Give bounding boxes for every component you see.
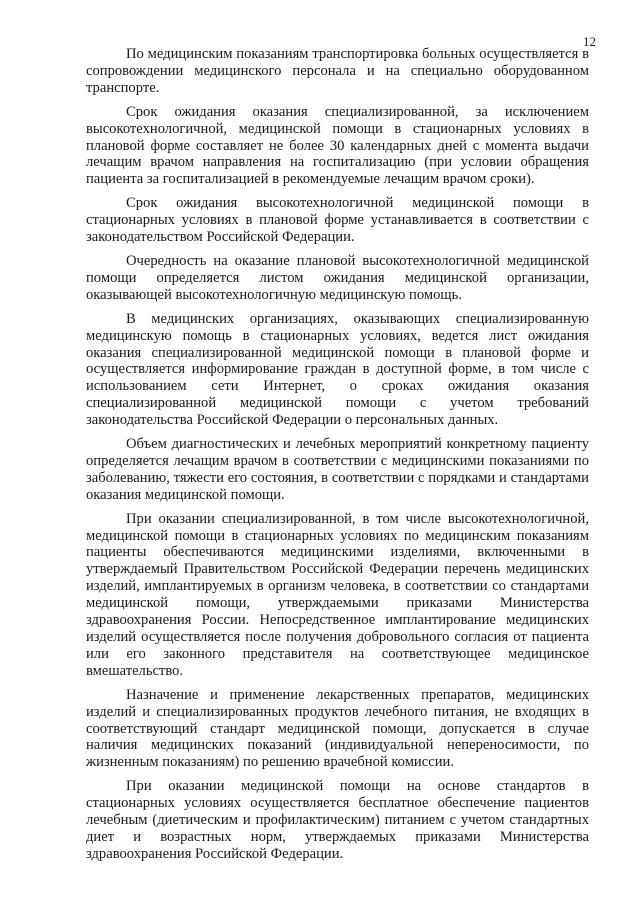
paragraph-diagnostic-scope: Объем диагностических и лечебных мероприятий конкретному пациенту определяется лечащим врачом в соответствии с медицинскими показаниями по заболеванию, тяжести его состояния, в соответствии с порядками и стандартами оказания медицинской помощи. [86,436,589,503]
paragraph-specialized-waiting-time: Срок ожидания оказания специализированной, за исключением высокотехнологичной, медицинской помощи в стационарных условиях в плановой форме составляет не более 30 календарных дней с момента выдачи лечащим врачом направления на госпитализацию (при условии обращения пациента за госпитализацией в рекомендуемые лечащим врачом сроки). [86,103,589,188]
paragraph-nutrition: При оказании медицинской помощи на основе стандартов в стационарных условиях осуществляется бесплатное обеспечение пациентов лечебным (диетическим и профилактическим) питанием с учетом стандартных диет и возрастных норм, утверждаемых приказами Министерства здравоохранения Российской Федерации. [86,778,589,862]
paragraph-medications: Назначение и применение лекарственных препаратов, медицинских изделий и специализированных продуктов лечебного питания, не входящих в соответствующий стандарт медицинской помощи, допускается в случае наличия медицинских показаний (индивидуальной непереносимости, по жизненным показаниям) по решению врачебной комиссии. [86,686,589,771]
paragraph-waiting-list: В медицинских организациях, оказывающих специализированную медицинскую помощь в стационарных условиях, ведется лист ожидания оказания специализированной медицинской помощи в плановой форме и осуществляется информирование граждан в доступной форме, в том числе с использованием сети Интернет, о сроках ожидания оказания специализированной медицинской помощи с учетом требований законодательства Российской Федерации о персональных данных. [86,310,589,429]
document-body [86,46,589,863]
paragraph-transport: По медицинским показаниям транспортировка больных осуществляется в сопровождении медицинского персонала и на специально оборудованном транспорте. [86,46,589,96]
paragraph-high-tech-waiting-time: Срок ожидания высокотехнологичной медицинской помощи в стационарных условиях в плановой форме устанавливается в соответствии с законодательством Российской Федерации. [86,195,589,246]
page-number: 12 [583,34,596,49]
paragraph-high-tech-queue: Очередность на оказание плановой высокотехнологичной медицинской помощи определяется листом ожидания медицинской организации, оказывающей высокотехнологичную медицинскую помощь. [86,252,589,303]
paragraph-medical-devices: При оказании специализированной, в том числе высокотехнологичной, медицинской помощи в стационарных условиях по медицинским показаниям пациенты обеспечиваются медицинскими изделиями, включенными в утверждаемый Правительством Российской Федерации перечень медицинских изделий, имплантируемых в организм человека, в соответствии со стандартами медицинской помощи, утверждаемыми приказами Министерства здравоохранения России. Непосредственное имплантирование медицинских изделий осуществляется после получения добровольного согласия от пациента или его законного представителя на соответствующее медицинское вмешательство. [86,510,589,679]
